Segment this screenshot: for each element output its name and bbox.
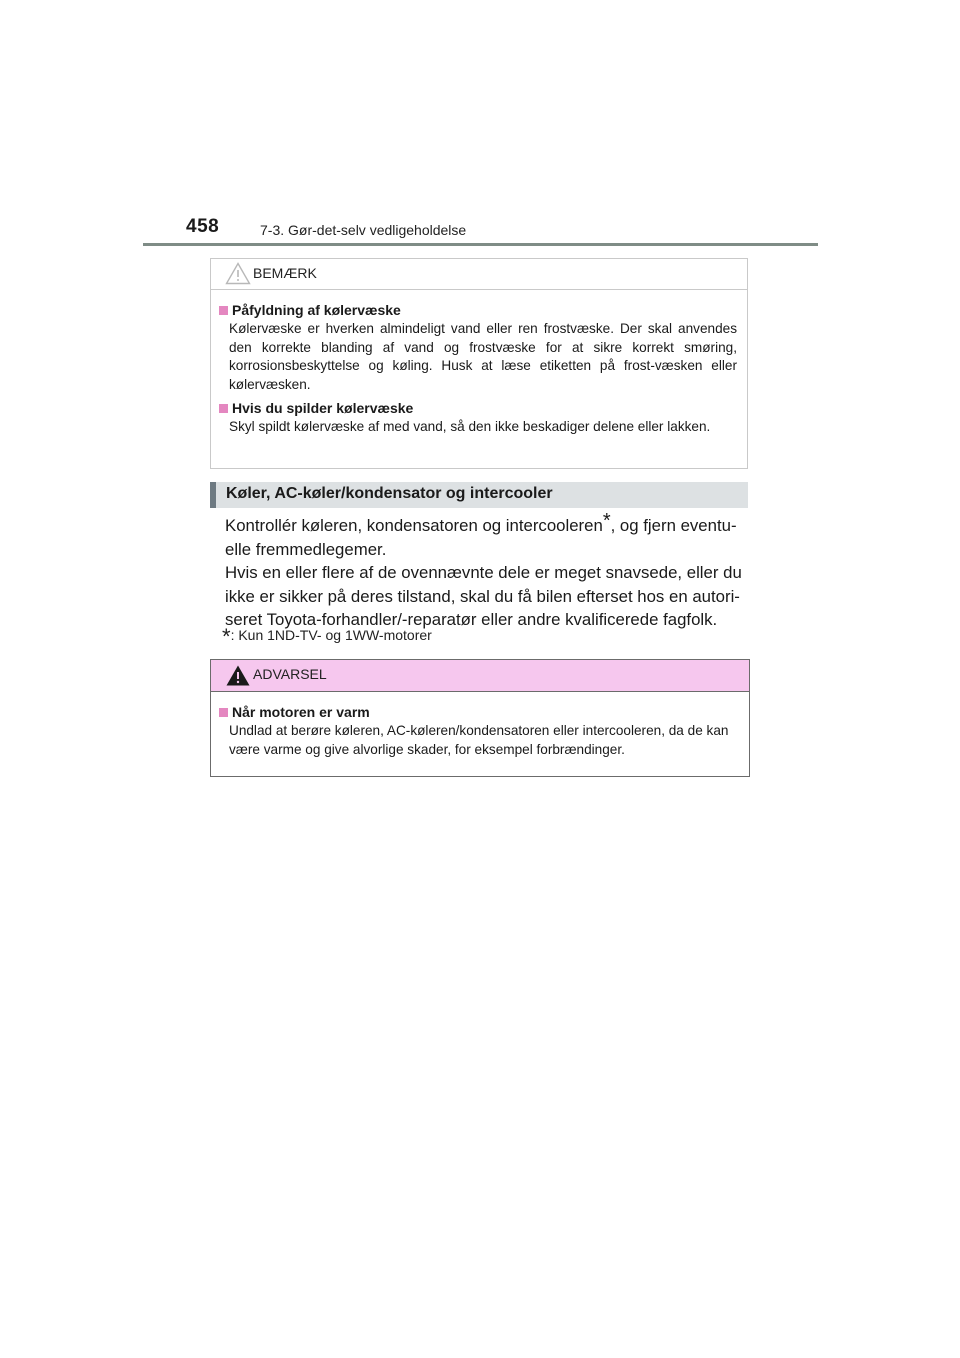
footnote-marker: * bbox=[222, 624, 231, 649]
warning-item-title: Når motoren er varm bbox=[232, 704, 370, 720]
paragraph: Hvis en eller flere af de ovennævnte dele er meget snavsede, eller du ikke er sikker på deres tilstand, skal du få bilen efterset hos en autori-seret Toyota-forhandler/-reparatør eller andre kvalificerede fagfolk. bbox=[225, 563, 742, 629]
notice-item-text: Kølervæske er hverken almindeligt vand eller ren frostvæske. Der skal anvendes den korrekte blanding af vand og frostvæske for at sikre korrekt smøring, korrosionsbeskyttelse og køling. Husk at læse etiketten på frost-væsken eller kølervæsken. bbox=[229, 321, 737, 392]
section-heading bbox=[210, 482, 748, 508]
header-divider bbox=[143, 243, 818, 246]
notice-item-text: Skyl spildt kølervæske af med vand, så den ikke beskadiger delene eller lakken. bbox=[229, 419, 711, 434]
notice-item bbox=[217, 302, 737, 394]
paragraph bbox=[225, 510, 745, 561]
notice-header bbox=[211, 259, 747, 290]
section-body bbox=[225, 510, 745, 632]
paragraph-text: , og fjern eventu-elle fremmedlegemer. bbox=[225, 516, 737, 559]
notice-item-title: Hvis du spilder kølervæske bbox=[232, 400, 414, 416]
page-number: 458 bbox=[186, 216, 220, 237]
notice-label: BEMÆRK bbox=[253, 265, 317, 281]
warning-label: ADVARSEL bbox=[253, 666, 327, 682]
section-reference: 7-3. Gør-det-selv vedligeholdelse bbox=[260, 222, 467, 238]
heading-accent-bar bbox=[210, 482, 216, 508]
footnote-text: : Kun 1ND-TV- og 1WW-motorer bbox=[230, 627, 432, 643]
warning-triangle-icon bbox=[225, 664, 251, 687]
bullet-square-icon bbox=[219, 708, 228, 717]
notice-item-title: Påfyldning af kølervæske bbox=[232, 302, 401, 318]
footnote bbox=[222, 624, 432, 650]
notice-box bbox=[210, 258, 748, 469]
notice-item bbox=[217, 400, 737, 437]
bullet-square-icon bbox=[219, 404, 228, 413]
caution-triangle-icon bbox=[225, 262, 251, 285]
warning-box bbox=[210, 659, 750, 777]
warning-item-text: Undlad at berøre køleren, AC-køleren/kondensatoren eller intercooleren, da de kan være varme og give alvorlige skader, for eksempel forbrændinger. bbox=[229, 723, 729, 757]
section-heading-text: Køler, AC-køler/kondensator og intercooler bbox=[226, 485, 553, 502]
paragraph-text: Kontrollér køleren, kondensatoren og intercooleren bbox=[225, 516, 603, 535]
warning-item bbox=[217, 704, 739, 759]
warning-header bbox=[211, 660, 749, 692]
footnote-marker: * bbox=[602, 510, 611, 532]
bullet-square-icon bbox=[219, 306, 228, 315]
